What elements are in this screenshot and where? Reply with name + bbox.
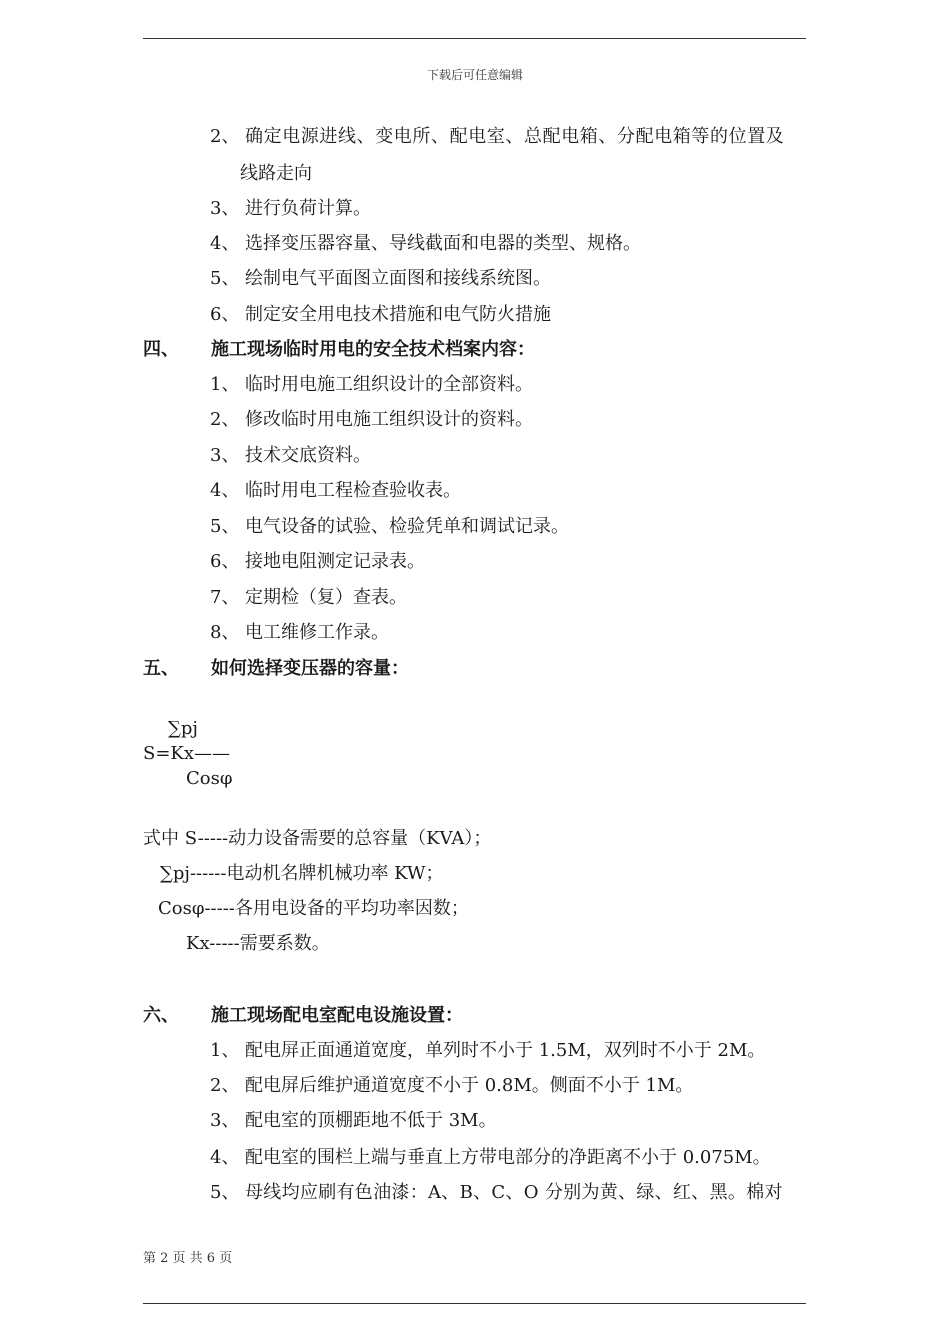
list-item-text: 进行负荷计算。 bbox=[245, 198, 371, 219]
formula-legend-line: ∑pj------电动机名牌机械功率 KW； bbox=[160, 863, 444, 884]
list-item-text: 确定电源进线、变电所、配电室、总配电箱、分配电箱等的位置及 bbox=[245, 126, 785, 147]
list-item-number: 1、 bbox=[210, 374, 240, 395]
list-item-text: 绘制电气平面图立面图和接线系统图。 bbox=[245, 268, 551, 289]
list-item-number: 2、 bbox=[210, 1075, 240, 1096]
formula-legend-line: Kx-----需要系数。 bbox=[186, 933, 330, 954]
page-number: 第 2 页 共 6 页 bbox=[143, 1251, 233, 1266]
list-item-number: 4、 bbox=[210, 480, 240, 501]
formula-numerator: ∑pj bbox=[168, 718, 198, 739]
list-item-text: 定期检（复）查表。 bbox=[245, 587, 407, 608]
list-item-number: 5、 bbox=[210, 516, 240, 537]
list-item-number: 8、 bbox=[210, 622, 240, 643]
formula-legend-line: 式中 S-----动力设备需要的总容量（KVA）； bbox=[143, 828, 492, 849]
list-item-number: 3、 bbox=[210, 198, 240, 219]
section-title: 如何选择变压器的容量： bbox=[211, 658, 409, 679]
list-item-number: 5、 bbox=[210, 268, 240, 289]
section-number: 六、 bbox=[143, 1005, 179, 1026]
section-title: 施工现场临时用电的安全技术档案内容： bbox=[211, 339, 535, 360]
footer-rule bbox=[143, 1303, 806, 1304]
formula-legend-line: Cosφ-----各用电设备的平均功率因数； bbox=[158, 898, 469, 919]
list-item-number: 6、 bbox=[210, 551, 240, 572]
list-item-number: 3、 bbox=[210, 445, 240, 466]
list-item-text: 配电室的围栏上端与垂直上方带电部分的净距离不小于 0.075M。 bbox=[245, 1147, 771, 1168]
list-item-text: 配电屏正面通道宽度，单列时不小于 1.5M，双列时不小于 2M。 bbox=[245, 1040, 766, 1061]
formula-lhs: S=Kx—— bbox=[143, 743, 231, 764]
section-title: 施工现场配电室配电设施设置： bbox=[211, 1005, 463, 1026]
header-rule bbox=[143, 38, 806, 39]
list-item-text: 制定安全用电技术措施和电气防火措施 bbox=[245, 304, 551, 325]
list-item-number: 7、 bbox=[210, 587, 240, 608]
list-item-number: 6、 bbox=[210, 304, 240, 325]
list-item-number: 2、 bbox=[210, 126, 240, 147]
list-item-number: 4、 bbox=[210, 233, 240, 254]
list-item-text: 母线均应刷有色油漆：A、B、C、O 分别为黄、绿、红、黑。棉对 bbox=[245, 1182, 783, 1203]
list-item-text: 修改临时用电施工组织设计的资料。 bbox=[245, 409, 533, 430]
list-item-continuation: 线路走向 bbox=[240, 163, 312, 184]
list-item-text: 临时用电施工组织设计的全部资料。 bbox=[245, 374, 533, 395]
list-item-number: 1、 bbox=[210, 1040, 240, 1061]
list-item-text: 技术交底资料。 bbox=[245, 445, 371, 466]
list-item-text: 电工维修工作录。 bbox=[245, 622, 389, 643]
list-item-number: 3、 bbox=[210, 1110, 240, 1131]
list-item-text: 配电屏后维护通道宽度不小于 0.8M。侧面不小于 1M。 bbox=[245, 1075, 694, 1096]
formula-denominator: Cosφ bbox=[186, 768, 233, 789]
list-item-text: 配电室的顶棚距地不低于 3M。 bbox=[245, 1110, 497, 1131]
list-item-text: 电气设备的试验、检验凭单和调试记录。 bbox=[245, 516, 569, 537]
header-note: 下载后可任意编辑 bbox=[426, 68, 523, 82]
list-item-number: 2、 bbox=[210, 409, 240, 430]
list-item-number: 5、 bbox=[210, 1182, 240, 1203]
list-item-text: 临时用电工程检查验收表。 bbox=[245, 480, 461, 501]
list-item-text: 接地电阻测定记录表。 bbox=[245, 551, 425, 572]
section-number: 五、 bbox=[143, 658, 179, 679]
list-item-number: 4、 bbox=[210, 1147, 240, 1168]
list-item-text: 选择变压器容量、导线截面和电器的类型、规格。 bbox=[245, 233, 641, 254]
section-number: 四、 bbox=[143, 339, 179, 360]
